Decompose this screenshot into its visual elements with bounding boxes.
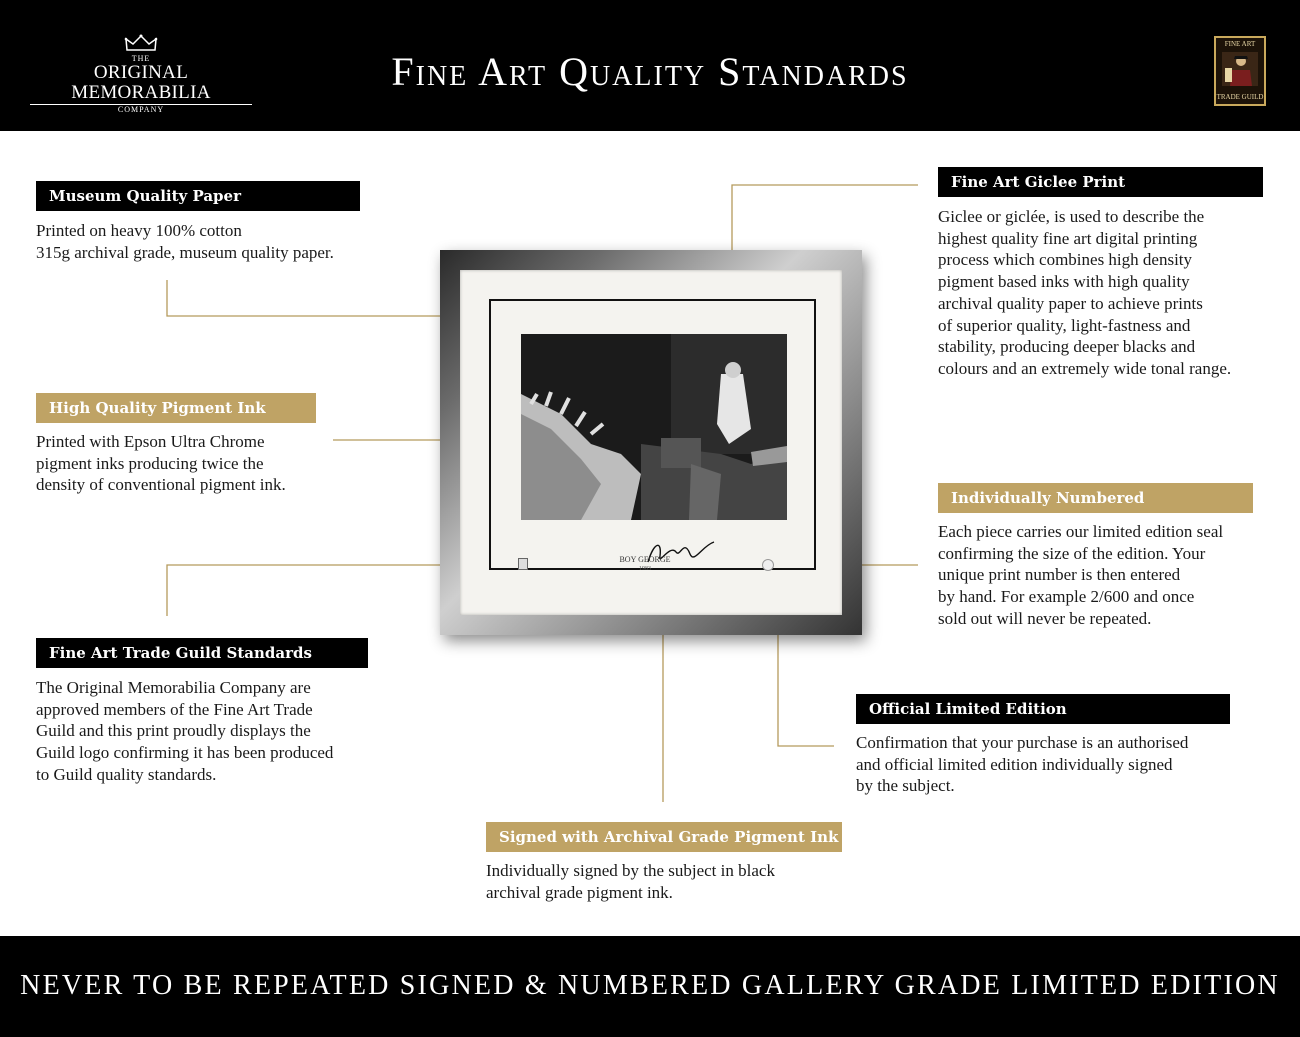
footer-bar [0, 936, 1300, 1037]
signed-line: Individually signed by the subject in black [486, 861, 775, 880]
giclee-line: stability, producing deeper blacks and [938, 337, 1196, 357]
numbered-line: Each piece carries our limited edition seal [938, 522, 1224, 541]
numbered-line: by hand. For example 2/600 and once [938, 587, 1195, 607]
numbered-line: confirming the size of the edition. Your [938, 543, 1206, 563]
signed-line: archival grade pigment ink. [486, 882, 673, 902]
limited-edition-label: Official Limited Edition [856, 694, 1230, 724]
numbered-line: unique print number is then entered [938, 565, 1181, 585]
limited-edition-line: Confirmation that your purchase is an authorised [856, 733, 1189, 752]
museum-paper-description [36, 220, 334, 263]
print-subject-name: BOY GEORGE [619, 555, 671, 564]
crown-icon [124, 34, 158, 52]
logo-the: THE [131, 54, 151, 63]
giclee-line: archival quality paper to achieve prints [938, 293, 1203, 313]
limited-edition-description [856, 732, 1188, 797]
logo-name: ORIGINAL MEMORABILIA [30, 63, 252, 105]
footer-tagline: NEVER TO BE REPEATED SIGNED & NUMBERED GALLERY GRADE LIMITED EDITION [20, 970, 1280, 1001]
numbered-line: sold out will never be repeated. [938, 608, 1152, 628]
giclee-line: colours and an extremely wide tonal range. [938, 358, 1232, 378]
giclee-line: of superior quality, light-fastness and [938, 315, 1191, 335]
pigment-ink-line: Printed with Epson Ultra Chrome [36, 432, 265, 451]
guild-standards-line: Guild logo confirming it has been produced [36, 743, 334, 763]
artist-figure-icon [1220, 50, 1260, 88]
museum-paper-label: Museum Quality Paper [36, 181, 360, 211]
giclee-line: Giclee or giclée, is used to describe the [938, 207, 1205, 226]
concert-photo-image [521, 334, 787, 520]
print-year: 1983 [639, 566, 651, 572]
giclee-line: highest quality fine art digital printing [938, 228, 1198, 248]
guild-standards-description [36, 677, 333, 786]
giclee-line: process which combines high density [938, 250, 1193, 270]
guild-standards-line: to Guild quality standards. [36, 764, 217, 784]
guild-standards-line: The Original Memorabilia Company are [36, 678, 311, 697]
guild-logo-top-text: FINE ART [1224, 40, 1256, 48]
guild-seal [518, 558, 528, 570]
signed-label: Signed with Archival Grade Pigment Ink [486, 822, 842, 852]
page-title: Fine Art Quality Standards [391, 49, 909, 94]
company-logo [30, 34, 252, 114]
framed-print [440, 250, 862, 635]
print-mat [460, 270, 842, 615]
limited-edition-line: and official limited edition individually signed [856, 754, 1173, 774]
guild-standards-line: approved members of the Fine Art Trade [36, 699, 313, 719]
header-bar [0, 0, 1300, 131]
pigment-ink-line: density of conventional pigment ink. [36, 475, 286, 495]
fine-art-trade-guild-logo [1214, 36, 1266, 106]
guild-logo-bottom-text: TRADE GUILD [1216, 93, 1264, 101]
pigment-ink-line: pigment inks producing twice the [36, 453, 264, 473]
pigment-ink-label: High Quality Pigment Ink [36, 393, 316, 423]
museum-paper-line: Printed on heavy 100% cotton [36, 221, 242, 240]
logo-company: COMPANY [117, 105, 165, 114]
numbered-description [938, 521, 1223, 630]
giclee-line: pigment based inks with high quality [938, 272, 1190, 292]
giclee-description [938, 206, 1231, 380]
guild-standards-label: Fine Art Trade Guild Standards [36, 638, 368, 668]
limited-edition-seal [762, 559, 774, 571]
numbered-label: Individually Numbered [938, 483, 1253, 513]
museum-paper-line: 315g archival grade, museum quality paper. [36, 242, 334, 262]
guild-standards-line: Guild and this print proudly displays the [36, 721, 311, 741]
limited-edition-line: by the subject. [856, 776, 955, 796]
concert-photo [521, 334, 787, 520]
signed-description [486, 860, 775, 903]
giclee-label: Fine Art Giclee Print [938, 167, 1263, 197]
pigment-ink-description [36, 431, 286, 496]
